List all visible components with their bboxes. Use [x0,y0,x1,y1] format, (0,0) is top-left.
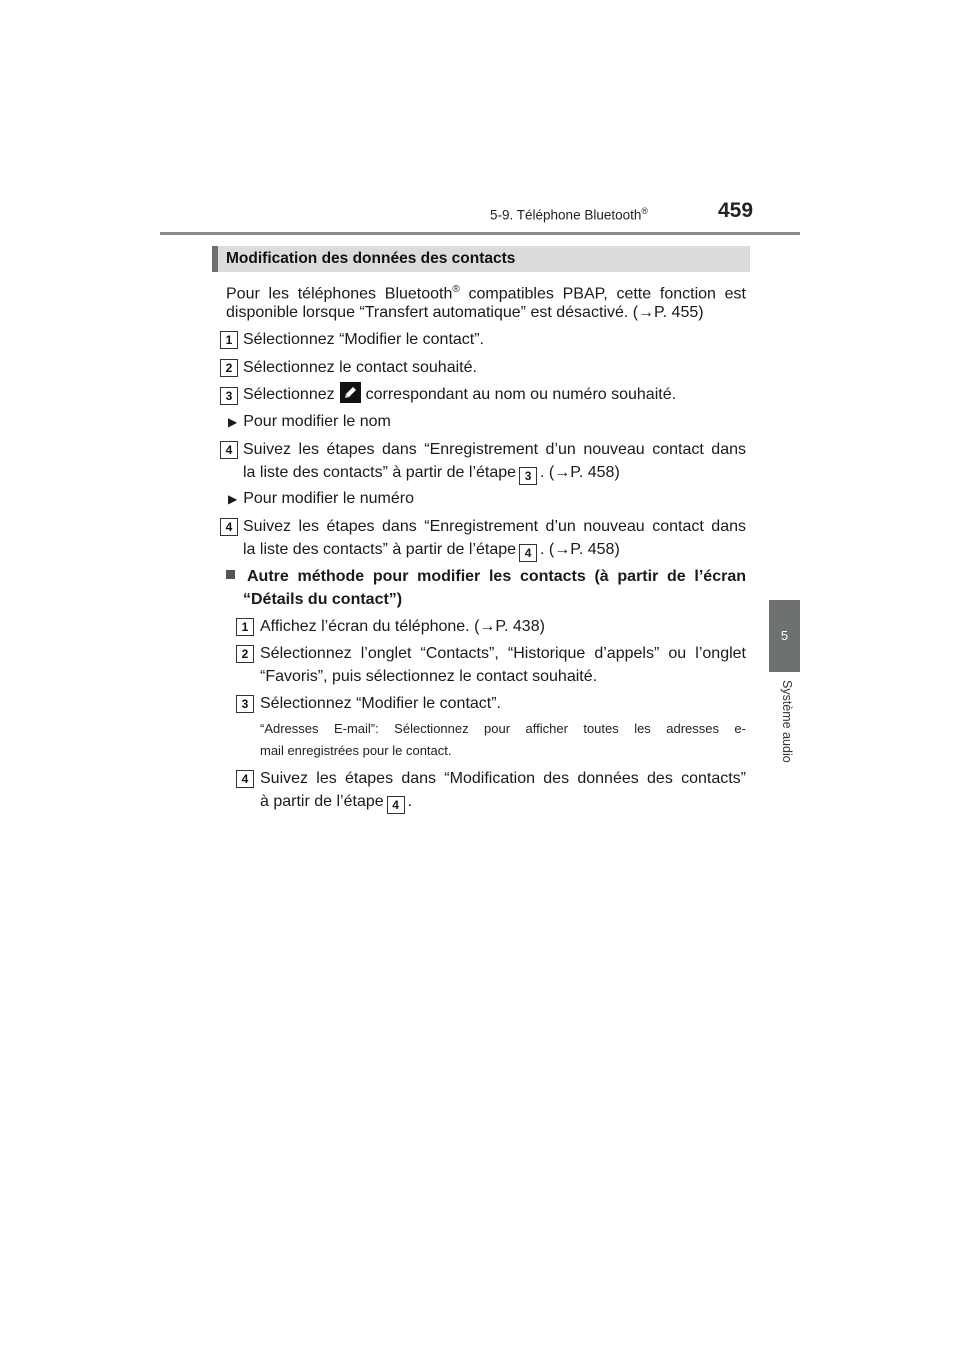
step-number: 4 [236,770,254,788]
step-number: 4 [220,518,238,536]
step-text: la liste des contacts” à partir de l’étape 3 . (→P. 458) [243,464,620,483]
step-ref: 3 [519,467,537,485]
step-ref: 4 [519,544,537,562]
square-bullet-icon [226,570,235,579]
alt-heading-line-1: Autre méthode pour modifier les contacts (à partir de l’écran [226,565,746,589]
chapter-tab: 5 [769,600,800,672]
subheading-name: ▶ Pour modifier le nom [228,413,391,430]
triangle-right-icon: ▶ [228,415,238,429]
chapter-label: Système audio [780,680,794,763]
step-text: Sélectionnez l’onglet “Contacts”, “Historique d’appels” ou l’onglet [260,645,746,662]
step-number: 3 [236,695,254,713]
step-number: 1 [220,331,238,349]
step-text: Suivez les étapes dans “Modification des données des contacts” [260,770,746,787]
section-title: Modification des données des contacts [212,246,750,272]
step-text: Suivez les étapes dans “Enregistrement d’un nouveau contact dans [243,518,746,535]
step-number: 2 [236,645,254,663]
note-line-1: “Adresses E-mail”: Sélectionnez pour afficher toutes les adresses e- [260,721,746,736]
step-text: Affichez l’écran du téléphone. (→P. 438) [260,618,545,635]
step-ref: 4 [387,796,405,814]
pencil-icon [340,382,361,403]
step-number: 3 [220,387,238,405]
step-number: 1 [236,618,254,636]
alt-heading-line-2: “Détails du contact”) [243,591,403,608]
step-text: Sélectionnez correspondant au nom ou numéro souhaité. [243,382,676,407]
intro-line-1: Pour les téléphones Bluetooth® compatibles PBAP, cette fonction est [226,284,747,303]
running-header: 5-9. Téléphone Bluetooth® [490,206,649,223]
triangle-right-icon: ▶ [228,492,238,506]
step-text: Sélectionnez “Modifier le contact”. [260,695,501,712]
page-number: 459 [718,199,754,222]
intro-line-2: disponible lorsque “Transfert automatique” est désactivé. (→P. 455) [226,304,704,321]
step-number: 2 [220,359,238,377]
step-text: Sélectionnez le contact souhaité. [243,359,477,376]
step-text: Sélectionnez “Modifier le contact”. [243,331,484,348]
step-text: à partir de l’étape 4 . [260,793,413,812]
step-text: “Favoris”, puis sélectionnez le contact souhaité. [260,668,598,685]
step-text: la liste des contacts” à partir de l’étape 4 . (→P. 458) [243,541,620,560]
header-rule [160,232,800,235]
step-number: 4 [220,441,238,459]
step-text: Suivez les étapes dans “Enregistrement d’un nouveau contact dans [243,441,746,458]
subheading-number: ▶ Pour modifier le numéro [228,490,414,507]
note-line-2: mail enregistrées pour le contact. [260,743,452,758]
